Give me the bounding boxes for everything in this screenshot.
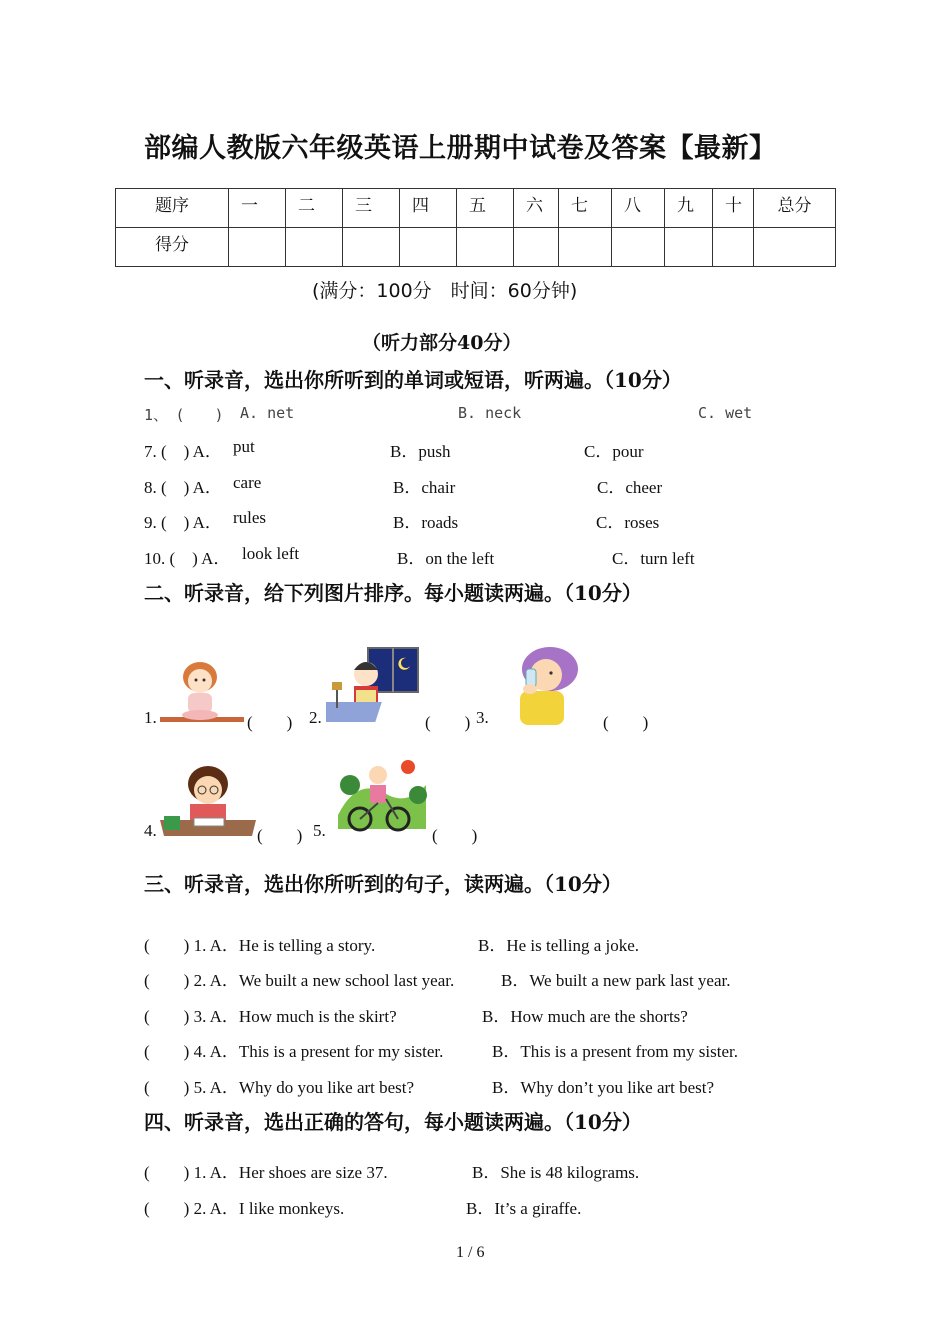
q8-option-a: care [233,473,262,492]
cell-header: 三 [343,189,400,228]
picture-blank-4[interactable]: ( ) [257,826,303,845]
q7-number: 7. ( ) A． [144,442,222,461]
q9-number: 9. ( ) A． [144,513,222,532]
s3-item-3-b: B．How much are the shorts? [482,1007,688,1026]
q10-option-b: B．on the left [397,549,495,568]
picture-blank-1[interactable]: ( ) [247,713,293,732]
q1-option-c: C. wet [698,404,753,422]
picture-number-1: 1. [144,708,157,727]
q8-option-b: B．chair [393,478,456,497]
girl-sitting-picture [158,655,244,725]
page-title: 部编人教版六年级英语上册期中试卷及答案【最新】 [144,133,777,164]
score-cell[interactable] [343,228,400,267]
score-cell[interactable] [713,228,754,267]
cell-header: 八 [612,189,665,228]
score-table [115,188,836,267]
s3-item-3-a: ( ) 3. A．How much is the skirt? [144,1007,397,1026]
score-cell[interactable] [229,228,286,267]
cell-header: 九 [665,189,713,228]
s3-item-4-a: ( ) 4. A．This is a present for my sister. [144,1042,444,1061]
score-cell[interactable] [754,228,836,267]
s3-item-1-a: ( ) 1. A．He is telling a story. [144,936,376,955]
cell-header: 题序 [116,189,229,228]
cell-header: 十 [713,189,754,228]
girl-writing-desk-picture [160,762,256,838]
picture-blank-2[interactable]: ( ) [425,713,471,732]
picture-number-3: 3. [476,708,489,727]
score-cell[interactable] [559,228,612,267]
s3-item-2-a: ( ) 2. A．We built a new school last year. [144,971,455,990]
q7-option-b: B．push [390,442,451,461]
score-table-score-row [116,228,836,267]
s4-item-1-a: ( ) 1. A．Her shoes are size 37. [144,1163,388,1182]
cell-header: 一 [229,189,286,228]
page-number: 1 / 6 [456,1244,485,1261]
q9-option-b: B．roads [393,513,459,532]
s4-item-2-b: B．It’s a giraffe. [466,1199,582,1218]
listening-header: （听力部分40分） [362,332,522,354]
s3-item-4-b: B．This is a present from my sister. [492,1042,739,1061]
score-cell[interactable] [612,228,665,267]
s4-item-1-b: B．She is 48 kilograms. [472,1163,640,1182]
s3-item-5-a: ( ) 5. A．Why do you like art best? [144,1078,415,1097]
boy-reading-night-picture [326,646,422,728]
score-cell[interactable] [400,228,457,267]
cell-header: 总分 [754,189,836,228]
q10-number: 10. ( ) A． [144,549,231,568]
cell-header: 七 [559,189,612,228]
s3-item-2-b: B．We built a new park last year. [501,971,731,990]
picture-number-5: 5. [313,821,326,840]
q9-option-a: rules [233,508,267,527]
q7-option-c: C．pour [584,442,644,461]
picture-blank-3[interactable]: ( ) [603,713,649,732]
section4-heading: 四、听录音，选出正确的答句，每小题读两遍。（10分） [144,1110,642,1134]
q1-number: 1、 ( ) [144,406,224,424]
score-table-header-row [116,189,836,228]
q10-option-c: C．turn left [612,549,695,568]
s3-item-1-b: B．He is telling a joke. [478,936,640,955]
q1-option-a: A. net [240,404,295,422]
exam-meta: (满分：100分 时间：60分钟) [312,280,578,302]
cell-header: 六 [514,189,559,228]
cell-label: 得分 [116,228,229,267]
picture-number-4: 4. [144,821,157,840]
score-cell[interactable] [286,228,343,267]
s4-item-2-a: ( ) 2. A．I like monkeys. [144,1199,345,1218]
s3-item-5-b: B．Why don’t you like art best? [492,1078,715,1097]
girl-drinking-picture [500,643,582,727]
picture-blank-5[interactable]: ( ) [432,826,478,845]
section3-heading: 三、听录音，选出你所听到的句子，读两遍。（10分） [144,872,622,896]
q10-option-a: look left [242,544,300,563]
score-cell[interactable] [665,228,713,267]
picture-number-2: 2. [309,708,322,727]
q9-option-c: C．roses [596,513,660,532]
q8-option-c: C．cheer [597,478,663,497]
section2-heading: 二、听录音，给下列图片排序。每小题读两遍。（10分） [144,581,642,605]
section1-heading: 一、听录音，选出你所听到的单词或短语，听两遍。（10分） [144,368,682,392]
q7-option-a: put [233,437,255,456]
cell-header: 四 [400,189,457,228]
q1-option-b: B. neck [458,404,522,422]
cell-header: 二 [286,189,343,228]
score-cell[interactable] [457,228,514,267]
cell-header: 五 [457,189,514,228]
q8-number: 8. ( ) A． [144,478,222,497]
girl-cycling-picture [336,755,428,835]
score-cell[interactable] [514,228,559,267]
